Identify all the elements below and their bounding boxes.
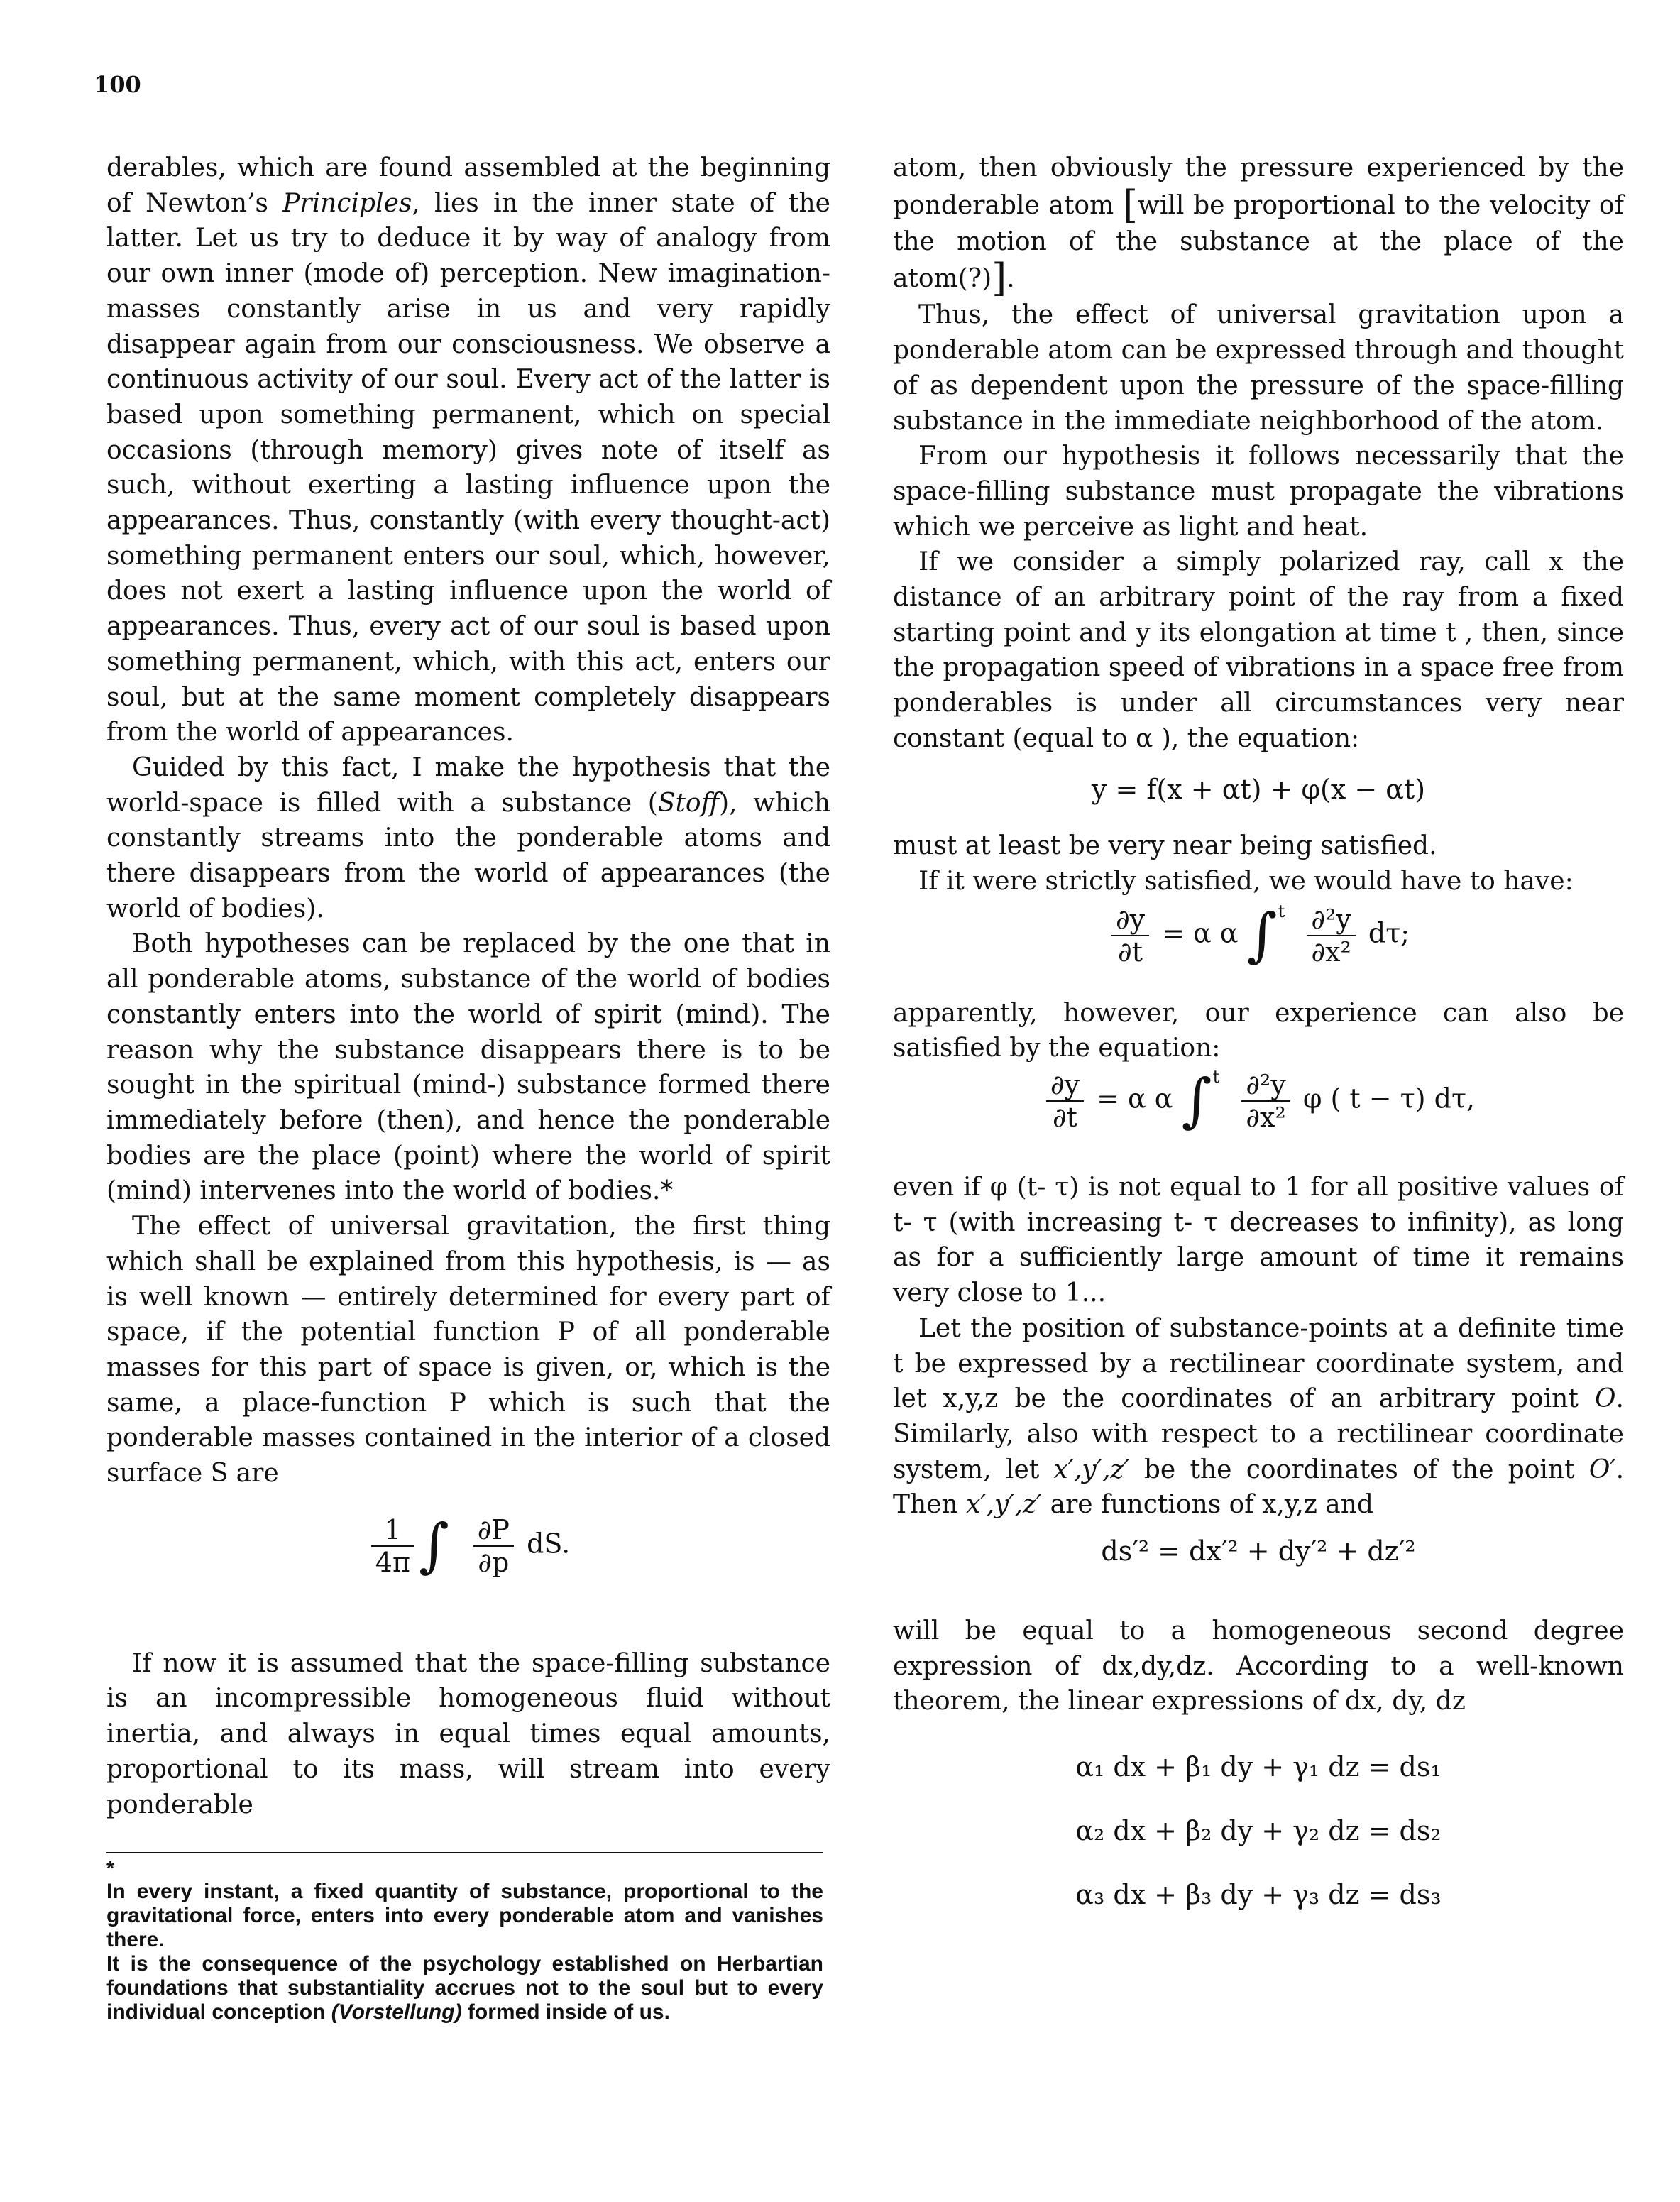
fraction-denominator: ∂x² xyxy=(1246,1102,1286,1134)
italic-term: O xyxy=(1595,1384,1616,1414)
right-paragraph-5: must at least be very near being satisfied. xyxy=(893,831,1437,861)
fraction xyxy=(1046,1069,1084,1133)
text-run: . Then xyxy=(893,1455,1625,1520)
fraction-denominator: ∂t xyxy=(1118,936,1143,968)
left-paragraph-5: If now it is assumed that the space-filling substance is an incompressible homogeneous fluid without inertia, and always in equal times equal amounts, proportional to its mass, will stream into every ponderable xyxy=(106,1648,830,1819)
text-run: Let the position of substance-points at a definite time t be expressed by a rectilinear coordinate system, and let x,y,z be the coordinates of an arbitrary point xyxy=(893,1313,1624,1414)
equation-tail: φ ( t − τ) dτ, xyxy=(1302,1083,1476,1114)
footnote xyxy=(106,1857,823,2025)
text-run: will be proportional to the velocity of the motion of the substance at the place of the atom(?) xyxy=(893,190,1624,294)
fraction-denominator: ∂x² xyxy=(1311,936,1351,968)
italic-term: Stoff xyxy=(657,788,720,818)
footnote-marker: * xyxy=(106,1857,114,1879)
integral-sign: ∫ t xyxy=(1181,1067,1220,1135)
integral-upper-limit: t xyxy=(1212,1067,1220,1088)
text-run: ), which constantly streams into the ponderable atoms and there disappears from the world of appearances (the world of bodies). xyxy=(106,788,831,924)
page-number: 100 xyxy=(94,71,141,98)
equation-wave-solution: y = f(x + αt) + φ(x − αt) xyxy=(1091,773,1426,805)
right-paragraph-3: From our hypothesis it follows necessarily that the space-filling substance must propagate the vibrations which we perceive as light and heat. xyxy=(893,442,1624,542)
italic-term: x′,y′,z′ xyxy=(966,1490,1043,1520)
right-paragraph-7: apparently, however, our experience can also be satisfied by the equation: xyxy=(893,998,1624,1063)
right-paragraph-9 xyxy=(893,1311,1624,1523)
right-paragraph-8: even if φ (t- τ) is not equal to 1 for all positive values of t- τ (with increasing t- τ decreases to infinity), as long as for a sufficiently large amount of time it remains very close to 1... xyxy=(893,1173,1624,1308)
text-run: be the coordinates of the point xyxy=(1129,1455,1589,1484)
bracket-open: [ xyxy=(1122,182,1138,227)
left-column xyxy=(106,150,830,1822)
equation-tail: dS. xyxy=(527,1528,571,1560)
integral-upper-limit: t xyxy=(1278,901,1285,921)
left-paragraph-2 xyxy=(106,750,830,927)
equation-operator: = α α xyxy=(1162,917,1239,949)
footnote-paragraph-1: In every instant, a fixed quantity of substance, proportional to the gravitational force, enters into every ponderable atom and vanishes there. xyxy=(106,1880,823,1951)
text-run: , lies in the inner state of the latter. Let us try to deduce it by way of analogy from our own inner (mode of) perception. New imagination-masses constantly arise in us and very rapidly disappear again from our consciousness. We observe a continuous activity of our soul. Every act of the latter is based upon something permanent, which on special occasions (through memory) gives note of itself as such, without exerting a lasting influence upon the appearances. Thus, constantly (with every thought-act) something permanent enters our soul, which, however, does not exert a lasting influence upon the world of appearances. Thus, every act of our soul is based upon something permanent, which, with this act, enters our soul, but at the same moment completely disappears from the world of appearances. xyxy=(106,188,830,747)
fraction-numerator: ∂y xyxy=(1046,1069,1084,1102)
right-paragraph-4: If we consider a simply polarized ray, call x the distance of an arbitrary point of the ray from a fixed starting point and y its elongation at time t , then, since the propagation speed of vibrations in a space free from ponderables is under all circumstances very near constant (equal to α ), the equation: xyxy=(893,547,1624,753)
fraction xyxy=(371,1514,414,1578)
text-run: . Similarly, also with respect to a rectilinear coordinate system, let xyxy=(893,1384,1624,1484)
equation-generalized xyxy=(893,1069,1624,1133)
equation-surface-integral xyxy=(106,1511,830,1579)
text-run: formed inside of us. xyxy=(461,2000,670,2024)
fraction xyxy=(1307,904,1355,968)
equation-operator: = α α xyxy=(1097,1083,1173,1114)
left-paragraph-3: Both hypotheses can be replaced by the one that in all ponderable atoms, substance of the world of bodies constantly enters into the world of spirit (mind). The reason why the substance disappears there is to be sought in the spiritual (mind-) substance formed there immediately before (then), and hence the ponderable bodies are the place (point) where the world of spirit (mind) intervenes into the world of bodies.* xyxy=(106,929,830,1206)
left-paragraph-4: The effect of universal gravitation, the first thing which shall be explained from this hypothesis, is — as is well known — entirely determined for every part of space, if the potential function P of all ponderable masses for this part of space is given, or, which is the same, a place-function P which is such that the ponderable masses contained in the interior of a closed surface S are xyxy=(106,1212,830,1489)
left-paragraph-1 xyxy=(106,150,830,750)
right-paragraph-6: If it were strictly satisfied, we would have to have: xyxy=(918,866,1574,896)
integral-sign: ∫ xyxy=(418,1511,449,1579)
fraction xyxy=(1241,1069,1290,1133)
equation-line-element: ds′² = dx′² + dy′² + dz′² xyxy=(1101,1535,1416,1567)
fraction-numerator: ∂P xyxy=(473,1514,514,1547)
right-paragraph-1 xyxy=(893,150,1624,301)
linear-expression-1: α₁ dx + β₁ dy + γ₁ dz = ds₁ xyxy=(1075,1751,1442,1782)
fraction-numerator: ∂²y xyxy=(1241,1069,1290,1102)
italic-term: (Vorstellung) xyxy=(331,2000,462,2024)
text-run: derables, which are found assembled at the beginning of Newton’s xyxy=(106,153,830,218)
fraction xyxy=(1111,904,1149,968)
footnote-divider xyxy=(106,1852,823,1853)
equation-strict xyxy=(893,901,1624,969)
text-run: It is the consequence of the psychology established on Herbartian foundations that substantiality accrues not to the soul but to every individual conception xyxy=(106,1952,823,2024)
text-run: are functions of x,y,z and xyxy=(1042,1490,1373,1520)
italic-term: Principles xyxy=(282,188,412,218)
integral-sign: ∫ t xyxy=(1246,901,1285,969)
fraction xyxy=(473,1514,514,1578)
fraction-numerator: ∂y xyxy=(1111,904,1149,936)
right-paragraph-2: Thus, the effect of universal gravitation upon a ponderable atom can be expressed through and thought of as dependent upon the pressure of the space-filling substance in the immediate neighborhood of the atom. xyxy=(893,300,1624,436)
fraction-denominator: 4π xyxy=(375,1546,410,1578)
linear-expression-2: α₂ dx + β₂ dy + γ₂ dz = ds₂ xyxy=(1075,1814,1442,1846)
fraction-denominator: ∂t xyxy=(1053,1102,1077,1134)
fraction-numerator: ∂²y xyxy=(1307,904,1355,936)
bracket-close: ] xyxy=(992,256,1007,301)
text-run: Guided by this fact, I make the hypothesis that the world-space is filled with a substance ( xyxy=(106,752,830,818)
equation-tail: dτ; xyxy=(1368,917,1410,949)
text-run: atom, then obviously the pressure experienced by the ponderable atom xyxy=(893,153,1624,220)
fraction-denominator: ∂p xyxy=(478,1546,510,1578)
italic-term: x′,y′,z′ xyxy=(1053,1455,1130,1484)
italic-term: O′ xyxy=(1588,1455,1616,1484)
footnote-paragraph-2 xyxy=(106,1952,823,2025)
text-run: . xyxy=(1006,264,1015,294)
fraction-numerator: 1 xyxy=(371,1514,414,1547)
right-paragraph-10: will be equal to a homogeneous second degree expression of dx,dy,dz. According to a well-known theorem, the linear expressions of dx, dy, dz xyxy=(893,1616,1624,1716)
right-column xyxy=(893,150,1624,1927)
linear-expression-3: α₃ dx + β₃ dy + γ₃ dz = ds₃ xyxy=(1075,1878,1442,1910)
linear-expressions xyxy=(893,1735,1624,1927)
